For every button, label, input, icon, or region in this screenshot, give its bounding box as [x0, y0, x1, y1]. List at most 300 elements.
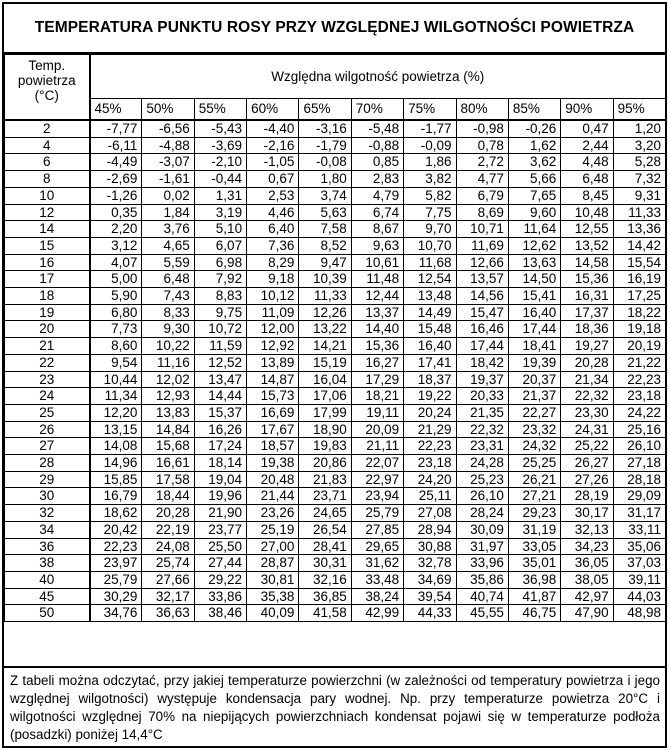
- dew-point-cell: 25,79: [351, 505, 403, 522]
- dew-point-cell: 15,85: [90, 471, 142, 488]
- dew-point-cell: 35,01: [508, 555, 560, 572]
- dew-point-cell: 12,00: [247, 321, 299, 338]
- dew-point-cell: 15,37: [194, 404, 246, 421]
- dew-point-cell: 38,05: [561, 571, 613, 588]
- dew-point-cell: 22,32: [456, 421, 508, 438]
- dew-point-cell: 10,72: [194, 321, 246, 338]
- dew-point-cell: 11,33: [299, 288, 351, 305]
- dew-point-cell: -6,11: [90, 137, 142, 154]
- table-row: [5, 605, 666, 622]
- table-row: [5, 171, 666, 188]
- dew-point-cell: 18,41: [508, 338, 560, 355]
- table-row: [5, 538, 666, 555]
- dew-point-cell: 11,68: [404, 254, 456, 271]
- table-row: [5, 187, 666, 204]
- dew-point-cell: 4,07: [90, 254, 142, 271]
- dew-point-cell: 19,04: [194, 471, 246, 488]
- dew-point-cell: 21,90: [194, 505, 246, 522]
- dew-point-cell: 36,05: [561, 555, 613, 572]
- dew-point-cell: 12,92: [247, 338, 299, 355]
- humidity-level-header: 75%: [404, 99, 456, 121]
- dew-point-cell: 19,37: [456, 371, 508, 388]
- dew-point-cell: 25,79: [90, 571, 142, 588]
- dew-point-cell: 25,22: [561, 438, 613, 455]
- air-temperature-cell: 25: [5, 404, 90, 421]
- air-temperature-cell: 23: [5, 371, 90, 388]
- dew-point-cell: 6,07: [194, 237, 246, 254]
- dew-point-cell: 3,82: [404, 171, 456, 188]
- dew-point-cell: 20,37: [508, 371, 560, 388]
- dew-point-cell: 31,17: [613, 505, 665, 522]
- dew-point-cell: 48,98: [613, 605, 665, 622]
- dew-point-cell: 8,83: [194, 288, 246, 305]
- air-temperature-cell: 4: [5, 137, 90, 154]
- table-row: [5, 571, 666, 588]
- table-row: [5, 338, 666, 355]
- dew-point-cell: 15,73: [247, 388, 299, 405]
- air-temperature-cell: 14: [5, 221, 90, 238]
- dew-point-cell: -0,44: [194, 171, 246, 188]
- dew-point-cell: 18,42: [456, 354, 508, 371]
- dew-point-cell: 11,34: [90, 388, 142, 405]
- dew-point-cell: 11,33: [613, 204, 665, 221]
- dew-point-cell: 40,09: [247, 605, 299, 622]
- dew-point-cell: 21,44: [247, 488, 299, 505]
- dew-point-cell: 24,31: [561, 421, 613, 438]
- dew-point-cell: 6,48: [561, 171, 613, 188]
- dew-point-cell: 10,71: [456, 221, 508, 238]
- dew-point-cell: 14,58: [561, 254, 613, 271]
- dew-point-cell: 6,98: [194, 254, 246, 271]
- air-temperature-cell: 16: [5, 254, 90, 271]
- dew-point-cell: 0,02: [142, 187, 194, 204]
- dew-point-cell: 17,67: [247, 421, 299, 438]
- dew-point-cell: -3,69: [194, 137, 246, 154]
- dew-point-cell: 13,22: [299, 321, 351, 338]
- dew-point-cell: 33,11: [613, 521, 665, 538]
- dew-point-cell: 7,58: [299, 221, 351, 238]
- table-row: [5, 120, 666, 137]
- table-row: [5, 321, 666, 338]
- air-temperature-cell: 18: [5, 288, 90, 305]
- dew-point-cell: 39,54: [404, 588, 456, 605]
- dew-point-cell: 6,80: [90, 304, 142, 321]
- dew-point-cell: 8,69: [456, 204, 508, 221]
- dew-point-cell: 35,86: [456, 571, 508, 588]
- air-temperature-cell: 38: [5, 555, 90, 572]
- dew-point-cell: 18,22: [613, 304, 665, 321]
- dew-point-cell: -0,09: [404, 137, 456, 154]
- dew-point-cell: 17,44: [456, 338, 508, 355]
- air-temperature-cell: 19: [5, 304, 90, 321]
- dew-point-cell: 33,05: [508, 538, 560, 555]
- dew-point-cell: 26,10: [613, 438, 665, 455]
- dew-point-cell: 19,18: [613, 321, 665, 338]
- dew-point-cell: 32,16: [299, 571, 351, 588]
- dew-point-cell: 42,99: [351, 605, 403, 622]
- table-row: [5, 471, 666, 488]
- dew-point-cell: 12,52: [194, 354, 246, 371]
- dew-point-cell: 7,92: [194, 271, 246, 288]
- dew-point-cell: 4,65: [142, 237, 194, 254]
- dew-point-cell: 3,76: [142, 221, 194, 238]
- dew-point-cell: 9,75: [194, 304, 246, 321]
- dew-point-cell: 44,03: [613, 588, 665, 605]
- dew-point-cell: 6,74: [351, 204, 403, 221]
- humidity-level-header: 70%: [351, 99, 403, 121]
- relative-humidity-header: Względna wilgotność powietrza (%): [90, 55, 666, 99]
- dew-point-cell: 31,97: [456, 538, 508, 555]
- dew-point-cell: 33,86: [194, 588, 246, 605]
- humidity-level-header: 45%: [90, 99, 142, 121]
- dew-point-cell: 4,79: [351, 187, 403, 204]
- dew-point-cell: 36,98: [508, 571, 560, 588]
- dew-point-cell: 5,00: [90, 271, 142, 288]
- dew-point-cell: 17,06: [299, 388, 351, 405]
- dew-point-cell: 29,09: [613, 488, 665, 505]
- dew-point-cell: 15,19: [299, 354, 351, 371]
- dew-point-cell: 9,47: [299, 254, 351, 271]
- dew-point-cell: 35,06: [613, 538, 665, 555]
- dew-point-cell: 11,48: [351, 271, 403, 288]
- dew-point-cell: -1,05: [247, 154, 299, 171]
- dew-point-cell: 32,13: [561, 521, 613, 538]
- dew-point-cell: 44,33: [404, 605, 456, 622]
- dew-point-cell: 23,30: [561, 404, 613, 421]
- dew-point-cell: 3,62: [508, 154, 560, 171]
- dew-point-cell: 41,87: [508, 588, 560, 605]
- dew-point-cell: 31,62: [351, 555, 403, 572]
- table-row: [5, 521, 666, 538]
- air-temperature-cell: 21: [5, 338, 90, 355]
- dew-point-cell: 24,28: [456, 455, 508, 472]
- dew-point-cell: 24,20: [404, 471, 456, 488]
- dew-point-cell: -1,77: [404, 120, 456, 137]
- table-row: [5, 455, 666, 472]
- dew-point-cell: 10,48: [561, 204, 613, 221]
- dew-point-cell: 8,52: [299, 237, 351, 254]
- dew-point-cell: 38,46: [194, 605, 246, 622]
- dew-point-cell: 14,21: [299, 338, 351, 355]
- dew-point-cell: -1,79: [299, 137, 351, 154]
- dew-point-cell: 5,90: [90, 288, 142, 305]
- dew-point-cell: 26,27: [561, 455, 613, 472]
- dew-point-cell: 22,27: [508, 404, 560, 421]
- dew-point-cell: 4,46: [247, 204, 299, 221]
- dew-point-cell: 11,09: [247, 304, 299, 321]
- dew-point-cell: 20,42: [90, 521, 142, 538]
- dew-point-cell: 22,23: [404, 438, 456, 455]
- air-temperature-cell: 2: [5, 120, 90, 137]
- dew-point-cell: 9,70: [404, 221, 456, 238]
- dew-point-cell: 18,37: [404, 371, 456, 388]
- dew-point-cell: -5,43: [194, 120, 246, 137]
- dew-point-cell: 0,67: [247, 171, 299, 188]
- air-temperature-cell: 26: [5, 421, 90, 438]
- dew-point-cell: 20,09: [351, 421, 403, 438]
- dew-point-cell: -1,26: [90, 187, 142, 204]
- dew-point-cell: 30,29: [90, 588, 142, 605]
- dew-point-cell: -4,88: [142, 137, 194, 154]
- table-row: [5, 388, 666, 405]
- dew-point-cell: 2,20: [90, 221, 142, 238]
- dew-point-cell: 14,42: [613, 237, 665, 254]
- dew-point-cell: 33,96: [456, 555, 508, 572]
- humidity-level-header: 55%: [194, 99, 246, 121]
- dew-point-cell: 6,40: [247, 221, 299, 238]
- dew-point-cell: 7,43: [142, 288, 194, 305]
- dew-point-cell: 4,48: [561, 154, 613, 171]
- air-temperature-cell: 28: [5, 455, 90, 472]
- dew-point-cell: 21,83: [299, 471, 351, 488]
- dew-point-cell: -4,40: [247, 120, 299, 137]
- dew-point-cell: 22,23: [613, 371, 665, 388]
- dew-point-cell: 30,31: [299, 555, 351, 572]
- dew-point-cell: 7,36: [247, 237, 299, 254]
- dew-point-cell: 31,19: [508, 521, 560, 538]
- dew-point-cell: 1,31: [194, 187, 246, 204]
- dew-point-cell: 19,11: [351, 404, 403, 421]
- dew-point-cell: 27,26: [561, 471, 613, 488]
- humidity-level-header: 85%: [508, 99, 560, 121]
- dew-point-cell: 1,84: [142, 204, 194, 221]
- dew-point-cell: 32,78: [404, 555, 456, 572]
- dew-point-cell: 17,99: [299, 404, 351, 421]
- dew-point-cell: 5,59: [142, 254, 194, 271]
- dew-point-cell: 20,24: [404, 404, 456, 421]
- page-title: TEMPERATURA PUNKTU ROSY PRZY WZGLĘDNEJ WILGOTNOŚCI POWIETRZA: [4, 4, 665, 54]
- dew-point-cell: 25,74: [142, 555, 194, 572]
- dew-point-cell: 8,45: [561, 187, 613, 204]
- dew-point-cell: 32,17: [142, 588, 194, 605]
- air-temperature-cell: 8: [5, 171, 90, 188]
- dew-point-cell: 14,08: [90, 438, 142, 455]
- table-row: [5, 304, 666, 321]
- dew-point-cell: 25,23: [456, 471, 508, 488]
- dew-point-cell: 26,10: [456, 488, 508, 505]
- dew-point-cell: 14,49: [404, 304, 456, 321]
- dew-point-cell: 13,52: [561, 237, 613, 254]
- dew-point-cell: 30,88: [404, 538, 456, 555]
- dew-point-cell: 15,36: [351, 338, 403, 355]
- dew-point-cell: 30,09: [456, 521, 508, 538]
- dew-point-cell: -0,98: [456, 120, 508, 137]
- dew-point-cell: 27,08: [404, 505, 456, 522]
- dew-point-cell: 13,89: [247, 354, 299, 371]
- dew-point-sheet: [2, 2, 667, 748]
- dew-point-cell: 0,35: [90, 204, 142, 221]
- dew-point-cell: 10,70: [404, 237, 456, 254]
- air-temperature-header: Temp. powietrza (°C): [5, 55, 90, 121]
- dew-point-cell: -7,77: [90, 120, 142, 137]
- dew-point-cell: 33,48: [351, 571, 403, 588]
- dew-point-cell: 25,16: [613, 421, 665, 438]
- air-temperature-cell: 22: [5, 354, 90, 371]
- dew-point-cell: 13,47: [194, 371, 246, 388]
- dew-point-cell: -2,69: [90, 171, 142, 188]
- dew-point-cell: 15,41: [508, 288, 560, 305]
- dew-point-cell: 24,65: [299, 505, 351, 522]
- dew-point-cell: 13,57: [456, 271, 508, 288]
- dew-point-cell: 25,11: [404, 488, 456, 505]
- dew-point-cell: 13,83: [142, 404, 194, 421]
- dew-point-cell: 16,19: [613, 271, 665, 288]
- humidity-level-header: 60%: [247, 99, 299, 121]
- table-row: [5, 488, 666, 505]
- dew-point-cell: 11,69: [456, 237, 508, 254]
- explanation-note: Z tabeli można odczytać, przy jakiej temperaturze powierzchni (w zależności od temperatury powietrza i jego względnej wilgotności) występuje kondensacja pary wodnej. Np. przy temperaturze powietrza 20°C i wilgotności względnej 70% na niepijących powierzchniach kondensat pojawi się w temperaturze podłoża (posadzki) poniżej 14,4°C: [4, 666, 665, 746]
- dew-point-cell: 6,79: [456, 187, 508, 204]
- dew-point-cell: 23,32: [508, 421, 560, 438]
- dew-point-cell: 17,29: [351, 371, 403, 388]
- table-row: [5, 555, 666, 572]
- dew-point-cell: 21,37: [508, 388, 560, 405]
- dew-point-cell: 17,37: [561, 304, 613, 321]
- humidity-level-header: 90%: [561, 99, 613, 121]
- dew-point-cell: 16,46: [456, 321, 508, 338]
- table-row: [5, 271, 666, 288]
- dew-point-cell: 1,80: [299, 171, 351, 188]
- air-temperature-cell: 45: [5, 588, 90, 605]
- dew-point-cell: 19,38: [247, 455, 299, 472]
- air-temperature-cell: 24: [5, 388, 90, 405]
- table-row: [5, 354, 666, 371]
- dew-point-cell: -5,48: [351, 120, 403, 137]
- dew-point-cell: 18,90: [299, 421, 351, 438]
- dew-point-cell: 12,02: [142, 371, 194, 388]
- dew-point-cell: 22,23: [90, 538, 142, 555]
- dew-point-cell: 8,67: [351, 221, 403, 238]
- dew-point-cell: 2,44: [561, 137, 613, 154]
- dew-point-cell: 10,61: [351, 254, 403, 271]
- dew-point-cell: 12,20: [90, 404, 142, 421]
- dew-point-cell: 11,59: [194, 338, 246, 355]
- dew-point-cell: 14,50: [508, 271, 560, 288]
- dew-point-cell: 36,63: [142, 605, 194, 622]
- dew-point-cell: 34,69: [404, 571, 456, 588]
- dew-point-cell: 18,14: [194, 455, 246, 472]
- dew-point-cell: -4,49: [90, 154, 142, 171]
- humidity-level-header: 50%: [142, 99, 194, 121]
- air-temperature-cell: 36: [5, 538, 90, 555]
- dew-point-cell: 19,27: [561, 338, 613, 355]
- dew-point-cell: 13,63: [508, 254, 560, 271]
- dew-point-cell: 15,68: [142, 438, 194, 455]
- dew-point-cell: 35,38: [247, 588, 299, 605]
- dew-point-cell: 13,48: [404, 288, 456, 305]
- dew-point-cell: 18,57: [247, 438, 299, 455]
- dew-point-cell: 34,76: [90, 605, 142, 622]
- dew-point-cell: 18,36: [561, 321, 613, 338]
- dew-point-cell: 13,36: [613, 221, 665, 238]
- dew-point-cell: 1,62: [508, 137, 560, 154]
- dew-point-cell: 28,19: [561, 488, 613, 505]
- dew-point-cell: 15,48: [404, 321, 456, 338]
- dew-point-cell: 10,12: [247, 288, 299, 305]
- dew-point-cell: 17,41: [404, 354, 456, 371]
- table-row: [5, 421, 666, 438]
- dew-point-cell: 14,40: [351, 321, 403, 338]
- dew-point-cell: 9,63: [351, 237, 403, 254]
- dew-point-cell: 9,18: [247, 271, 299, 288]
- dew-point-cell: 28,24: [456, 505, 508, 522]
- dew-point-cell: 10,44: [90, 371, 142, 388]
- humidity-level-header: 80%: [456, 99, 508, 121]
- dew-point-cell: 36,85: [299, 588, 351, 605]
- dew-point-cell: 47,90: [561, 605, 613, 622]
- dew-point-cell: 39,11: [613, 571, 665, 588]
- dew-point-cell: 21,22: [613, 354, 665, 371]
- dew-point-cell: 24,32: [508, 438, 560, 455]
- dew-point-cell: 3,19: [194, 204, 246, 221]
- table-row: [5, 288, 666, 305]
- dew-point-cell: 19,83: [299, 438, 351, 455]
- dew-point-cell: 17,24: [194, 438, 246, 455]
- dew-point-cell: 22,97: [351, 471, 403, 488]
- air-temperature-cell: 34: [5, 521, 90, 538]
- dew-point-cell: -3,16: [299, 120, 351, 137]
- dew-point-cell: 23,97: [90, 555, 142, 572]
- table-row: [5, 505, 666, 522]
- humidity-level-header: 65%: [299, 99, 351, 121]
- dew-point-cell: 1,86: [404, 154, 456, 171]
- dew-point-cell: 0,85: [351, 154, 403, 171]
- dew-point-cell: 28,87: [247, 555, 299, 572]
- dew-point-cell: 0,78: [456, 137, 508, 154]
- dew-point-cell: 14,44: [194, 388, 246, 405]
- dew-point-cell: 20,86: [299, 455, 351, 472]
- dew-point-cell: 9,31: [613, 187, 665, 204]
- dew-point-cell: 28,41: [299, 538, 351, 555]
- dew-point-cell: 7,32: [613, 171, 665, 188]
- dew-point-cell: 8,33: [142, 304, 194, 321]
- dew-point-cell: 30,81: [247, 571, 299, 588]
- dew-point-cell: 4,77: [456, 171, 508, 188]
- dew-point-cell: 10,22: [142, 338, 194, 355]
- dew-point-cell: -0,88: [351, 137, 403, 154]
- dew-point-cell: 20,28: [561, 354, 613, 371]
- dew-point-cell: 18,21: [351, 388, 403, 405]
- dew-point-cell: 9,30: [142, 321, 194, 338]
- dew-point-cell: 24,08: [142, 538, 194, 555]
- dew-point-cell: 23,71: [299, 488, 351, 505]
- dew-point-cell: 7,65: [508, 187, 560, 204]
- dew-point-cell: 25,25: [508, 455, 560, 472]
- air-temperature-cell: 10: [5, 187, 90, 204]
- dew-point-cell: 15,47: [456, 304, 508, 321]
- dew-point-cell: 8,60: [90, 338, 142, 355]
- dew-point-cell: 40,74: [456, 588, 508, 605]
- dew-point-cell: 9,54: [90, 354, 142, 371]
- dew-point-cell: 12,55: [561, 221, 613, 238]
- dew-point-cell: 18,44: [142, 488, 194, 505]
- dew-point-cell: 38,24: [351, 588, 403, 605]
- dew-point-cell: 20,28: [142, 505, 194, 522]
- dew-point-table: [4, 54, 666, 622]
- table-row: [5, 204, 666, 221]
- dew-point-cell: -2,10: [194, 154, 246, 171]
- dew-point-cell: 5,66: [508, 171, 560, 188]
- dew-point-cell: 29,22: [194, 571, 246, 588]
- air-temperature-cell: 30: [5, 488, 90, 505]
- dew-point-cell: 28,94: [404, 521, 456, 538]
- dew-point-cell: 17,58: [142, 471, 194, 488]
- dew-point-cell: -0,26: [508, 120, 560, 137]
- table-row: [5, 221, 666, 238]
- dew-point-cell: 14,56: [456, 288, 508, 305]
- dew-point-cell: 12,62: [508, 237, 560, 254]
- dew-point-cell: 46,75: [508, 605, 560, 622]
